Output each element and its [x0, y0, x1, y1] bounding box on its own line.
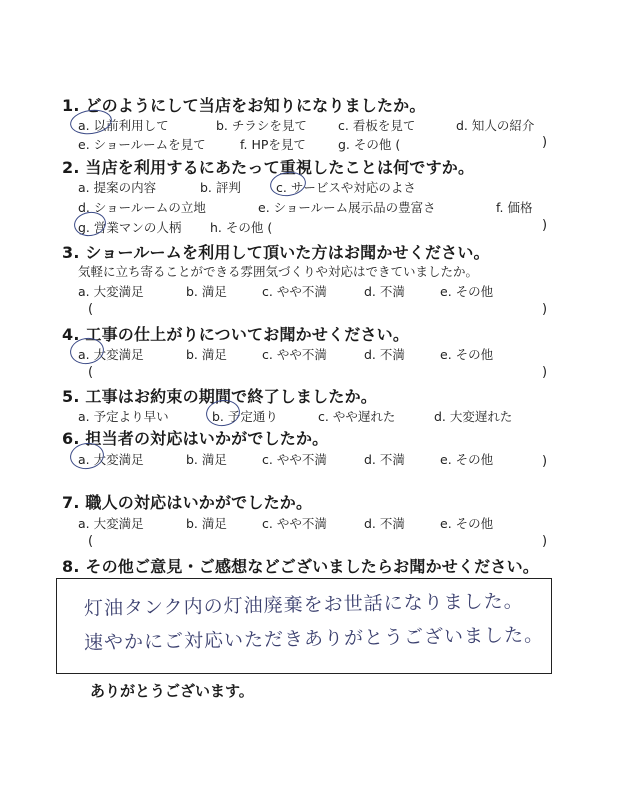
- handwritten-comment-line-2: 速やかにご対応いただきありがとうございました。: [83, 623, 545, 655]
- q7-option-c: c. やや不満: [262, 516, 327, 531]
- q8-title: 8. その他ご意見・ご感想などございましたらお聞かせください。: [62, 557, 539, 576]
- q6-option-c: c. やや不満: [262, 452, 327, 467]
- q5-option-c: c. やや遅れた: [318, 409, 396, 424]
- q6-title: 6. 担当者の対応はいかがでしたか。: [62, 429, 329, 448]
- q7-option-a: a. 大変満足: [78, 516, 144, 531]
- q5-option-b: b. 予定通り: [212, 409, 278, 424]
- q4-paren-close: ): [542, 365, 548, 380]
- q7-paren-open: (: [88, 534, 94, 549]
- q2-option-a: a. 提案の内容: [78, 180, 157, 195]
- q1-option-g: g. その他 (: [338, 137, 401, 152]
- q2-option-h: h. その他 (: [210, 220, 273, 235]
- q6-option-d: d. 不満: [364, 452, 405, 467]
- q1-paren-close: ): [542, 135, 548, 150]
- q6-option-e: e. その他: [440, 452, 494, 467]
- q3-option-d: d. 不満: [364, 284, 405, 299]
- q7-title: 7. 職人の対応はいかがでしたか。: [62, 493, 313, 512]
- q6-option-b: b. 満足: [186, 452, 227, 467]
- q1-option-c: c. 看板を見て: [338, 118, 416, 133]
- q4-option-c: c. やや不満: [262, 347, 327, 362]
- q2-option-f: f. 価格: [496, 200, 533, 215]
- q1-option-f: f. HPを見て: [240, 137, 306, 152]
- q1-title: 1. どのようにして当店をお知りになりましたか。: [62, 96, 426, 115]
- q7-option-d: d. 不満: [364, 516, 405, 531]
- q2-option-g: g. 営業マンの人柄: [78, 220, 182, 235]
- q5-option-d: d. 大変遅れた: [434, 409, 513, 424]
- q2-option-e: e. ショールーム展示品の豊富さ: [258, 200, 436, 215]
- q2-option-c: c. サービスや対応のよさ: [276, 180, 416, 195]
- q4-title: 4. 工事の仕上がりについてお聞かせください。: [62, 325, 410, 344]
- q2-title: 2. 当店を利用するにあたって重視したことは何ですか。: [62, 158, 475, 177]
- q1-option-d: d. 知人の紹介: [456, 118, 535, 133]
- q6-paren-close: ): [542, 454, 548, 469]
- q1-option-e: e. ショールームを見て: [78, 137, 206, 152]
- q6-option-a: a. 大変満足: [78, 452, 144, 467]
- q2-paren-close: ): [542, 218, 548, 233]
- q4-option-d: d. 不満: [364, 347, 405, 362]
- q4-option-b: b. 満足: [186, 347, 227, 362]
- q7-paren-close: ): [542, 534, 548, 549]
- q2-option-d: d. ショールームの立地: [78, 200, 206, 215]
- q4-option-a: a. 大変満足: [78, 347, 144, 362]
- q1-option-a: a. 以前利用して: [78, 118, 169, 133]
- q3-subtitle: 気軽に立ち寄ることができる雰囲気づくりや対応はできていましたか。: [78, 264, 479, 279]
- q7-option-b: b. 満足: [186, 516, 227, 531]
- q2-option-b: b. 評判: [200, 180, 241, 195]
- q4-option-e: e. その他: [440, 347, 494, 362]
- q3-paren-close: ): [542, 302, 548, 317]
- q3-option-c: c. やや不満: [262, 284, 327, 299]
- closing-thanks: ありがとうございます。: [90, 682, 254, 700]
- q4-paren-open: (: [88, 365, 94, 380]
- q3-title: 3. ショールームを利用して頂いた方はお聞かせください。: [62, 243, 490, 262]
- handwritten-comment-line-1: 灯油タンク内の灯油廃棄をお世話になりました。: [83, 590, 524, 620]
- q3-paren-open: (: [88, 302, 94, 317]
- q7-option-e: e. その他: [440, 516, 494, 531]
- q3-option-e: e. その他: [440, 284, 494, 299]
- q3-option-a: a. 大変満足: [78, 284, 144, 299]
- q1-option-b: b. チラシを見て: [216, 118, 307, 133]
- q3-option-b: b. 満足: [186, 284, 227, 299]
- q5-option-a: a. 予定より早い: [78, 409, 169, 424]
- q5-title: 5. 工事はお約束の期間で終了しましたか。: [62, 387, 377, 406]
